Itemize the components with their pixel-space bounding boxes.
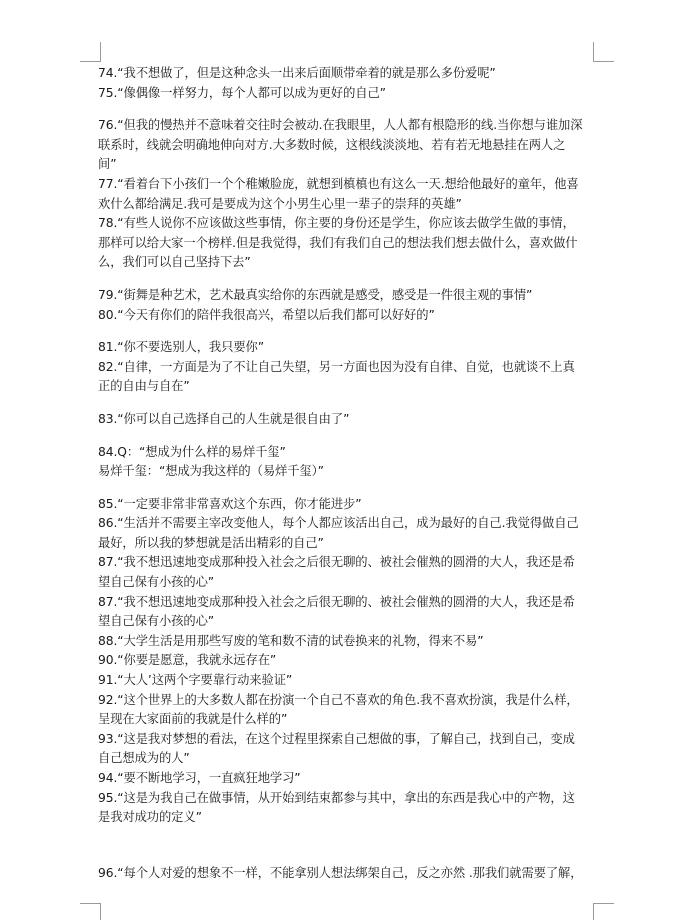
paragraph-gap [98, 828, 598, 864]
paragraph-gap [98, 273, 598, 286]
paragraph-gap [98, 482, 598, 495]
text-line: 76.“但我的慢热并不意味着交往时会被动.在我眼里，人人都有根隐形的线.当你想与谁加深 [98, 118, 583, 133]
text-line: 85.“一定要非常非常喜欢这个东西，你才能进步” [98, 496, 362, 511]
paragraph-gap [98, 397, 598, 410]
text-line: 易烊千玺：“想成为我这样的（易烊千玺）” [98, 464, 324, 479]
text-line: 83.“你可以自己选择自己的人生就是很自由了” [98, 411, 350, 426]
text-line: 望自己保有小孩的心” [98, 614, 215, 629]
text-line: 75.“像偶像一样努力，每个人都可以成为更好的自己” [98, 85, 386, 100]
text-line: 94.“要不断地学习，一直疯狂地学习” [98, 771, 301, 785]
text-line: 81.“你不要选别人，我只要你” [98, 340, 264, 355]
text-line: 91.“大人’这两个字要靠行动来验证” [98, 673, 293, 688]
text-line: 93.“这是我对梦想的看法，在这个过程里探索自己想做的事，了解自己，找到自己，变成 [98, 731, 575, 746]
text-line: 间” [98, 157, 117, 172]
text-line: 96.“每个人对爱的想象不一样，不能拿别人想法绑架自己，反之亦然 .那我们就需要了解， [98, 865, 583, 880]
text-line: 87.“我不想迅速地变成那种投入社会之后很无聊的、被社会催熟的圆滑的大人，我还是希 [98, 555, 575, 570]
text-line: 正的自由与自在” [98, 379, 190, 394]
text-line: 自己想成为的人” [98, 751, 190, 766]
text-line: 77.“看着台下小孩们一个个稚嫩脸庞，就想到槙槙也有这么一天.想给他最好的童年，他喜 [98, 176, 579, 191]
crop-mark-top-right-horizontal [594, 61, 614, 62]
crop-mark-bottom-right-horizontal [594, 903, 614, 904]
crop-mark-top-left-vertical [100, 42, 101, 62]
document-body [98, 64, 598, 883]
text-line: 87.“我不想迅速地变成那种投入社会之后很无聊的、被社会催熟的圆滑的大人，我还是希 [98, 594, 575, 609]
crop-mark-top-left-horizontal [80, 61, 100, 62]
text-line: 最好，所以我的梦想就是活出精彩的自己” [98, 535, 324, 550]
paragraph-gap [98, 430, 598, 443]
crop-mark-bottom-left-horizontal [80, 903, 100, 904]
text-line: 74.“我不想做了，但是这种念头一出来后面顺带牵着的就是那么多份爱呢” [98, 66, 496, 80]
text-line: 欢什么都给满足.我可是要成为这个小男生心里一辈子的崇拜的英雄” [98, 196, 462, 211]
text-line: 90.“你要是愿意，我就永远存在” [98, 653, 277, 668]
text-line: 92.“这个世界上的大多数人都在扮演一个自己不喜欢的角色.我不喜欢扮演，我是什么样， [98, 692, 579, 707]
text-line: 84.Q：“想成为什么样的易烊千玺” [98, 444, 286, 459]
text-line: 联系时，线就会明确地伸向对方.大多数时候，这根线淡淡地、若有若无地悬挂在两人之 [98, 137, 566, 152]
text-line: 86.“生活并不需要主宰改变他人，每个人都应该活出自己，成为最好的自己.我觉得做自己 [98, 516, 579, 531]
text-line: 80.“今天有你们的陪伴我很高兴，希望以后我们都可以好好的” [98, 307, 435, 322]
crop-mark-top-right-vertical [593, 42, 594, 62]
paragraph-gap [98, 103, 598, 116]
text-line: 95.“这是为我自己在做事情，从开始到结束都参与其中，拿出的东西是我心中的产物，这 [98, 790, 575, 805]
text-line: 79.“街舞是种艺术，艺术最真实给你的东西就是感受，感受是一件很主观的事情” [98, 287, 533, 302]
crop-mark-bottom-left-vertical [100, 903, 101, 920]
text-line: 呈现在大家面前的我就是什么样的” [98, 712, 288, 727]
text-line: 那样可以给大家一个榜样.但是我觉得，我们有我们自己的想法我们想去做什么，喜欢做什 [98, 235, 578, 250]
paragraph-gap [98, 325, 598, 338]
text-line: 78.“有些人说你不应该做这些事情，你主要的身份还是学生，你应该去做学生做的事情， [98, 216, 575, 231]
text-line: 88.“大学生活是用那些写废的笔和数不清的试卷换来的礼物，得来不易” [98, 633, 484, 648]
crop-mark-bottom-right-vertical [593, 903, 594, 920]
text-line: 么，我们可以自己坚持下去” [98, 255, 251, 270]
text-line: 是我对成功的定义” [98, 810, 202, 825]
text-line: 望自己保有小孩的心” [98, 575, 215, 590]
text-line: 82.“自律，一方面是为了不让自己失望，另一方面也因为没有自律、自觉，也就谈不上真 [98, 359, 575, 374]
